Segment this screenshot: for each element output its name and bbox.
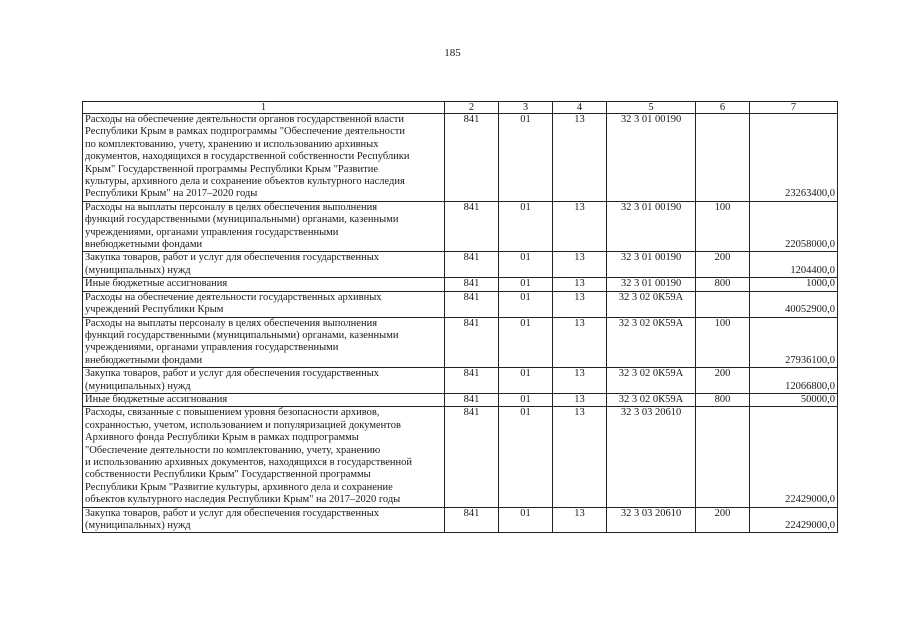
table-row <box>83 114 838 202</box>
section-code-cell: 01 <box>499 291 553 317</box>
description-line: Закупка товаров, работ и услуг для обеспечения государственных <box>85 252 380 264</box>
description-line: Крым" Государственной программы Республики Крым "Развитие <box>85 163 378 175</box>
description-line: учреждений Республики Крым <box>85 304 224 316</box>
column-header: 4 <box>553 102 607 114</box>
expense-type-cell <box>696 291 750 317</box>
grbs-code-cell: 841 <box>445 507 499 533</box>
target-article-cell: 32 3 01 00190 <box>607 278 696 291</box>
section-code-cell: 01 <box>499 317 553 368</box>
column-header: 1 <box>83 102 445 114</box>
description-cell <box>83 291 445 317</box>
description-cell <box>83 393 445 406</box>
table-row <box>83 317 838 368</box>
target-article-cell: 32 3 01 00190 <box>607 201 696 252</box>
subsection-code-cell: 13 <box>553 393 607 406</box>
subsection-code-cell: 13 <box>553 114 607 202</box>
description-line: Расходы, связанные с повышением уровня безопасности архивов, <box>85 407 380 419</box>
subsection-code-cell: 13 <box>553 368 607 394</box>
description-line: внебюджетными фондами <box>85 354 203 366</box>
target-article-cell: 32 3 02 0К59А <box>607 368 696 394</box>
description-line: Расходы на обеспечение деятельности государственных архивных <box>85 291 382 303</box>
page-number: 185 <box>444 47 461 59</box>
column-header: 5 <box>607 102 696 114</box>
description-line: учреждениями, органами управления государственными <box>85 226 339 238</box>
subsection-code-cell: 13 <box>553 278 607 291</box>
subsection-code-cell: 13 <box>553 291 607 317</box>
grbs-code-cell: 841 <box>445 317 499 368</box>
description-line: Республики Крым" на 2017–2020 годы <box>85 188 258 200</box>
amount-cell: 23263400,0 <box>750 114 838 202</box>
target-article-cell: 32 3 03 20610 <box>607 507 696 533</box>
amount-cell: 40052900,0 <box>750 291 838 317</box>
amount-cell: 1204400,0 <box>750 252 838 278</box>
section-code-cell: 01 <box>499 507 553 533</box>
description-line: функций государственными (муниципальными) органами, казенными <box>85 329 399 341</box>
description-line: и использованию архивных документов, находящихся в государственной <box>85 456 413 468</box>
table-row <box>83 507 838 533</box>
amount-cell: 22058000,0 <box>750 201 838 252</box>
subsection-code-cell: 13 <box>553 407 607 507</box>
expense-type-cell <box>696 407 750 507</box>
column-header: 6 <box>696 102 750 114</box>
grbs-code-cell: 841 <box>445 278 499 291</box>
amount-cell: 27936100,0 <box>750 317 838 368</box>
section-code-cell: 01 <box>499 368 553 394</box>
description-line: Иные бюджетные ассигнования <box>85 393 228 405</box>
budget-table <box>82 101 838 533</box>
description-line: внебюджетными фондами <box>85 239 203 251</box>
table-row <box>83 278 838 291</box>
grbs-code-cell: 841 <box>445 252 499 278</box>
description-line: (муниципальных) нужд <box>85 380 191 392</box>
description-line: Закупка товаров, работ и услуг для обеспечения государственных <box>85 368 380 380</box>
subsection-code-cell: 13 <box>553 201 607 252</box>
amount-cell: 1000,0 <box>750 278 838 291</box>
description-cell <box>83 252 445 278</box>
grbs-code-cell: 841 <box>445 114 499 202</box>
table-row <box>83 201 838 252</box>
table-row <box>83 368 838 394</box>
target-article-cell: 32 3 01 00190 <box>607 114 696 202</box>
grbs-code-cell: 841 <box>445 393 499 406</box>
description-line: документов, находящихся в государственной собственности Республики <box>85 151 410 163</box>
amount-cell: 22429000,0 <box>750 507 838 533</box>
description-cell <box>83 278 445 291</box>
description-line: сохранностью, учетом, использованием и популяризацией документов <box>85 419 401 431</box>
table-row <box>83 252 838 278</box>
description-cell <box>83 407 445 507</box>
section-code-cell: 01 <box>499 252 553 278</box>
section-code-cell: 01 <box>499 393 553 406</box>
description-line: (муниципальных) нужд <box>85 520 191 531</box>
grbs-code-cell: 841 <box>445 291 499 317</box>
column-header: 2 <box>445 102 499 114</box>
description-line: Иные бюджетные ассигнования <box>85 278 228 290</box>
expense-type-cell: 800 <box>696 393 750 406</box>
target-article-cell: 32 3 03 20610 <box>607 407 696 507</box>
expense-type-cell <box>696 114 750 202</box>
description-cell <box>83 368 445 394</box>
section-code-cell: 01 <box>499 278 553 291</box>
description-line: Закупка товаров, работ и услуг для обеспечения государственных <box>85 507 380 519</box>
table-row <box>83 291 838 317</box>
amount-cell: 12066800,0 <box>750 368 838 394</box>
description-line: Расходы на выплаты персоналу в целях обеспечения выполнения <box>85 317 378 329</box>
target-article-cell: 32 3 01 00190 <box>607 252 696 278</box>
description-line: Расходы на обеспечение деятельности органов государственной власти <box>85 114 404 125</box>
amount-cell: 22429000,0 <box>750 407 838 507</box>
description-line: функций государственными (муниципальными) органами, казенными <box>85 214 399 226</box>
table-row <box>83 393 838 406</box>
description-line: Расходы на выплаты персоналу в целях обеспечения выполнения <box>85 201 378 213</box>
expense-type-cell: 200 <box>696 507 750 533</box>
grbs-code-cell: 841 <box>445 368 499 394</box>
expense-type-cell: 200 <box>696 368 750 394</box>
description-line: Республики Крым "Развитие культуры, архивного дела и сохранение <box>85 481 393 493</box>
section-code-cell: 01 <box>499 407 553 507</box>
target-article-cell: 32 3 02 0К59А <box>607 393 696 406</box>
description-line: (муниципальных) нужд <box>85 264 191 276</box>
section-code-cell: 01 <box>499 201 553 252</box>
expense-type-cell: 100 <box>696 201 750 252</box>
expense-type-cell: 800 <box>696 278 750 291</box>
table-header-row <box>83 102 838 114</box>
description-line: культуры, архивного дела и сохранение объектов культурного наследия <box>85 176 405 188</box>
amount-cell: 50000,0 <box>750 393 838 406</box>
description-line: по комплектованию, учету, хранению и использованию архивных <box>85 138 379 150</box>
description-cell <box>83 507 445 533</box>
table-row <box>83 407 838 507</box>
column-header: 7 <box>750 102 838 114</box>
target-article-cell: 32 3 02 0К59А <box>607 291 696 317</box>
description-line: объектов культурного наследия Республики Крым" на 2017–2020 годы <box>85 494 401 506</box>
expense-type-cell: 100 <box>696 317 750 368</box>
description-line: "Обеспечение деятельности по комплектованию, учету, хранению <box>85 444 381 456</box>
description-cell <box>83 317 445 368</box>
description-line: собственности Республики Крым" Государственной программы <box>85 469 371 481</box>
section-code-cell: 01 <box>499 114 553 202</box>
description-cell <box>83 201 445 252</box>
description-cell <box>83 114 445 202</box>
subsection-code-cell: 13 <box>553 252 607 278</box>
subsection-code-cell: 13 <box>553 507 607 533</box>
subsection-code-cell: 13 <box>553 317 607 368</box>
target-article-cell: 32 3 02 0К59А <box>607 317 696 368</box>
grbs-code-cell: 841 <box>445 201 499 252</box>
grbs-code-cell: 841 <box>445 407 499 507</box>
column-header: 3 <box>499 102 553 114</box>
description-line: Республики Крым в рамках подпрограммы "Обеспечение деятельности <box>85 126 405 138</box>
description-line: учреждениями, органами управления государственными <box>85 342 339 354</box>
expense-type-cell: 200 <box>696 252 750 278</box>
description-line: Архивного фонда Республики Крым в рамках подпрограммы <box>85 432 359 444</box>
